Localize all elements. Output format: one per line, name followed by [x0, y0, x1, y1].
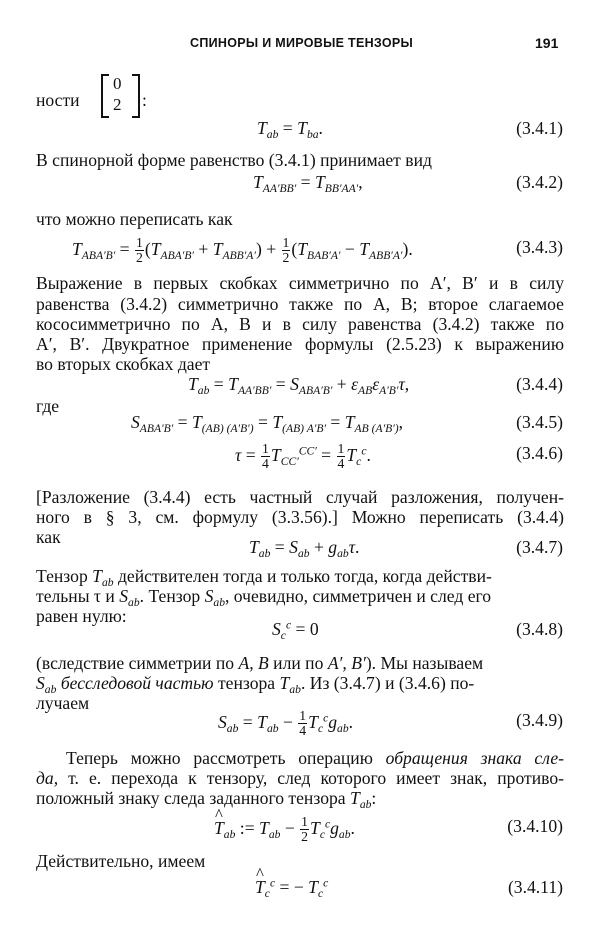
matrix-bottom: 2	[113, 95, 122, 114]
text-line: Действительно, имеем	[36, 851, 206, 871]
text-line: (вследствие симметрии по A, B или по A′, B′). Мы называем	[36, 653, 484, 673]
equation-3-4-7: $T_{ab} = S_{ab} + g_{ab}\tau$.	[249, 537, 360, 561]
text-line: тельны τ и $S_{ab}$. Тензор $S_{ab}$, очевидно, симметричен и след его	[36, 586, 492, 610]
text-line: где	[36, 396, 60, 416]
equation-number: (3.4.11)	[507, 877, 563, 897]
equation-number: (3.4.2)	[516, 172, 563, 192]
equation-3-4-8: $S_c^c = 0$	[272, 618, 319, 643]
equation-number: (3.4.1)	[516, 118, 563, 138]
equation-number: (3.4.7)	[516, 537, 563, 557]
equation-3-4-6: τ = $\frac{1}{4}$ $T_{CC'}^{CC'}$ = $\frac{1}{4}$ $T_c^c$.	[235, 441, 371, 472]
text-line: что можно переписать как	[36, 209, 233, 229]
text-line: кососимметрично по A, B и в силу равенства (3.4.2) также по	[36, 314, 564, 334]
text-line: ного в § 3, см. формулу (3.3.56).] Можно переписать (3.4.4)	[36, 507, 564, 527]
text-line: Теперь можно рассмотреть операцию обращения знака сле-	[66, 748, 564, 768]
text-line: как	[36, 527, 61, 547]
equation-3-4-2: $T_{AA'BB'} = T_{BB'AA'}$,	[253, 172, 363, 196]
text-line: Тензор $T_{ab}$ действителен тогда и только тогда, когда действи-	[36, 566, 492, 590]
text-line: равенства (3.4.2) симметрично также по A, B; второе слагаемое	[36, 294, 564, 314]
matrix-top: 0	[113, 74, 122, 93]
page-number: 191	[535, 35, 559, 51]
text-line: ности	[36, 90, 80, 110]
equation-number: (3.4.10)	[507, 816, 563, 836]
equation-3-4-4: $T_{ab} = T_{AA'BB'} = S_{ABA'B'} + \varepsilon_{AB}\varepsilon_{A'B'}\tau$,	[188, 374, 410, 398]
equation-3-4-11: ^ $T_c^c$ = − $T_c^c$	[255, 876, 328, 898]
equation-number: (3.4.4)	[516, 374, 563, 394]
equation-number: (3.4.3)	[516, 237, 563, 257]
equation-number: (3.4.8)	[516, 619, 563, 639]
equation-3-4-3: $T_{ABA'B'}$ = $\frac{1}{2}$ $(T_{ABA'B'} + T_{ABB'A'})$ + $\frac{1}{2}$ $(T_{BAB'A'} - T_{ABB'A'})$.	[72, 235, 413, 266]
equation-number: (3.4.6)	[516, 443, 563, 463]
equation-number: (3.4.9)	[516, 710, 563, 730]
text-line: Выражение в первых скобках симметрично по A′, B′ и в силу	[36, 273, 564, 293]
equation-3-4-5: $S_{ABA'B'} = T_{(AB) (A'B')} = T_{(AB) A'B'} = T_{AB (A'B')}$,	[131, 412, 404, 436]
running-header-title: СПИНОРЫ И МИРОВЫЕ ТЕНЗОРЫ	[190, 36, 414, 50]
text-line: $S_{ab}$ бесследовой частью тензора $T_{ab}$. Из (3.4.7) и (3.4.6) по-	[36, 673, 475, 697]
text-line: во вторых скобках дает	[36, 354, 211, 374]
right-bracket	[132, 74, 140, 118]
text-colon: :	[142, 90, 147, 110]
left-bracket	[101, 74, 109, 118]
equation-3-4-9: $S_{ab} = T_{ab}$ − $\frac{1}{4}$ $T_c^cg_{ab}$.	[218, 708, 354, 739]
text-line: лучаем	[36, 693, 90, 713]
text-line: A′, B′. Двукратное применение формулы (2.5.23) к выражению	[36, 334, 564, 354]
text-line: да, т. е. перехода к тензору, след которого имеет знак, противо-	[36, 768, 564, 788]
equation-3-4-1: $T_{ab} = T_{ba}$.	[257, 118, 323, 142]
text-line: положный знаку следа заданного тензора $T_{ab}$:	[36, 788, 377, 812]
text-line: [Разложение (3.4.4) есть частный случай разложения, получен-	[36, 487, 564, 507]
equation-3-4-10: ^ $T_{ab}$ := $T_{ab}$ − $\frac{1}{2}$ $T_c^cg_{ab}$.	[214, 815, 355, 845]
equation-number: (3.4.5)	[516, 412, 563, 432]
text-line: В спинорной форме равенство (3.4.1) принимает вид	[36, 150, 432, 170]
text-line: равен нулю:	[36, 606, 127, 626]
